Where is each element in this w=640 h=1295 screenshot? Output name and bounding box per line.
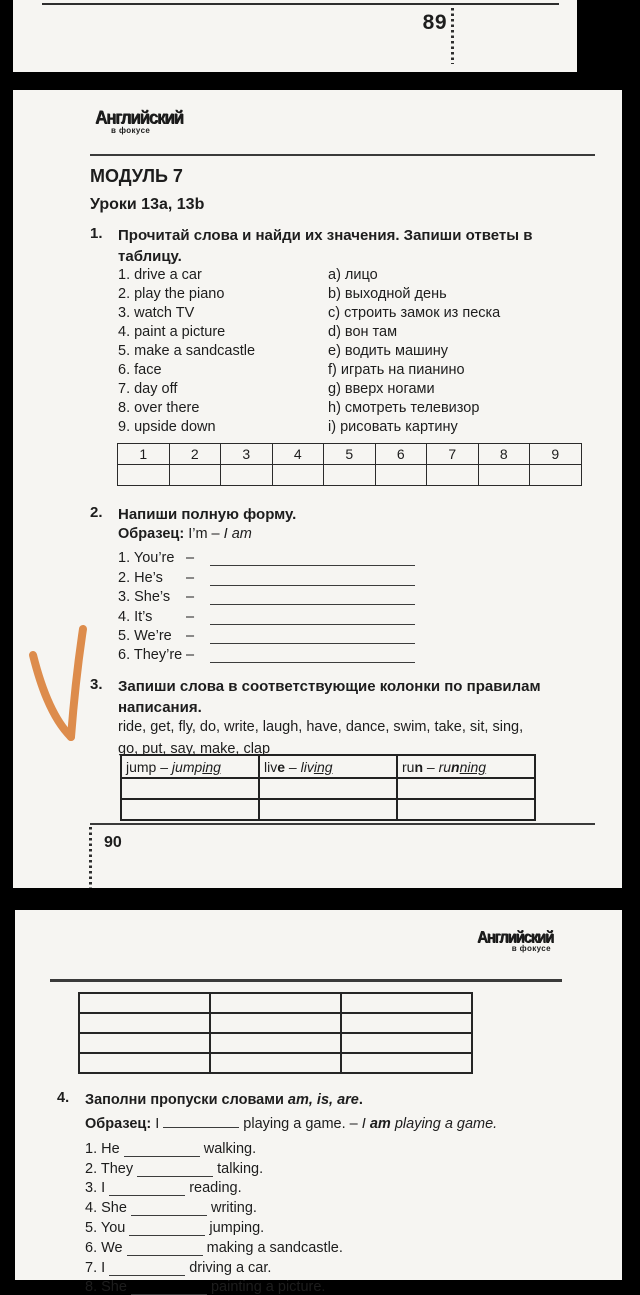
match-row <box>118 285 500 304</box>
continuation-empty-cell <box>341 1033 472 1053</box>
item-lead: 8. She <box>85 1279 131 1295</box>
full-form-row <box>118 644 415 663</box>
continuation-empty-cell <box>341 1013 472 1033</box>
lessons-title: Уроки 13a, 13b <box>90 196 205 213</box>
item-rest: driving a car. <box>185 1259 272 1276</box>
contracted-form: 1. You’re <box>118 550 175 567</box>
sample-answer-bold: am <box>369 1116 391 1132</box>
footer-divider <box>90 823 595 825</box>
spelling-header-cell: run – running <box>397 755 535 778</box>
answer-header-cell: 7 <box>427 444 479 465</box>
exercise-4-title <box>85 1090 585 1111</box>
dash: – <box>186 608 195 625</box>
exercise-2-number: 2. <box>90 504 103 521</box>
sample-label: Образец: <box>118 526 185 542</box>
match-row <box>118 361 500 380</box>
answer-header-cell: 1 <box>118 444 170 465</box>
item-rest: making a sandcastle. <box>202 1239 343 1256</box>
full-form-row <box>118 566 415 585</box>
title-suffix: . <box>358 1092 363 1108</box>
match-row <box>118 323 500 342</box>
fill-in-row <box>85 1157 343 1177</box>
blank-line <box>124 1143 200 1157</box>
logo-text: Английский <box>95 107 183 128</box>
blank-line <box>127 1242 203 1256</box>
logo-text: Английский <box>476 928 553 947</box>
spelling-empty-cell <box>121 799 259 820</box>
answer-empty-cell <box>375 465 427 486</box>
match-right: g) вверх ногами <box>328 381 435 397</box>
answer-empty-cell <box>118 465 170 486</box>
match-right: d) вон там <box>328 324 398 340</box>
exercise-4-sample <box>85 1114 497 1132</box>
match-left: 1. drive a car <box>118 267 202 283</box>
answer-header-cell: 8 <box>478 444 530 465</box>
full-form-list <box>118 547 415 663</box>
answer-empty-cell <box>427 465 479 486</box>
match-right: h) смотреть телевизор <box>328 400 480 416</box>
answer-empty-cell <box>221 465 273 486</box>
answer-header-cell: 3 <box>221 444 273 465</box>
cut-dots-line <box>89 827 92 888</box>
contracted-form: 5. We’re <box>118 627 172 644</box>
item-rest: writing. <box>206 1200 257 1217</box>
fill-in-row <box>85 1177 343 1197</box>
match-right: f) играть на пианино <box>328 362 465 378</box>
exercise-1-title: Прочитай слова и найди их значения. Запиши ответы в таблицу. <box>118 227 533 265</box>
match-right: b) выходной день <box>328 286 447 302</box>
answer-empty-cell <box>169 465 221 486</box>
sample-label: Образец: <box>85 1116 152 1132</box>
blank-line <box>109 1262 185 1276</box>
dash: – <box>186 550 195 567</box>
full-form-row <box>118 605 415 624</box>
match-left: 4. paint a picture <box>118 324 226 340</box>
blank-line <box>131 1202 207 1216</box>
blank-line <box>137 1163 213 1177</box>
fill-in-row <box>85 1276 343 1295</box>
spotlight-logo <box>453 929 553 953</box>
item-lead: 5. You <box>85 1219 130 1236</box>
dash: – <box>186 627 195 644</box>
continuation-empty-cell <box>210 993 341 1013</box>
sample-answer: I <box>361 1116 370 1132</box>
match-right: e) водить машину <box>328 343 449 359</box>
match-left: 5. make a sandcastle <box>118 343 256 359</box>
item-rest: painting a picture. <box>206 1279 326 1295</box>
item-lead: 6. We <box>85 1239 127 1256</box>
continuation-empty-cell <box>79 1033 210 1053</box>
answer-empty-cell <box>272 465 324 486</box>
fill-in-row <box>85 1236 343 1256</box>
workbook-page-90 <box>13 90 622 888</box>
spelling-empty-cell <box>397 778 535 799</box>
answer-header-cell: 9 <box>530 444 582 465</box>
match-row <box>118 399 500 418</box>
continuation-empty-cell <box>79 1013 210 1033</box>
match-right: c) строить замок из песка <box>328 305 501 321</box>
spelling-empty-cell <box>259 799 397 820</box>
spelling-empty-cell <box>121 778 259 799</box>
answer-empty-cell <box>324 465 376 486</box>
blank-line <box>131 1281 207 1295</box>
match-left: 2. play the piano <box>118 286 225 302</box>
word-bank-line: ride, get, fly, do, write, laugh, have, dance, swim, take, sit, sing, <box>118 719 524 735</box>
dash: – <box>186 569 195 586</box>
answer-header-cell: 2 <box>169 444 221 465</box>
dash: – <box>186 647 195 664</box>
spelling-rules-table <box>120 754 536 821</box>
continuation-empty-cell <box>79 1053 210 1073</box>
match-left: 8. over there <box>118 400 200 416</box>
full-form-row <box>118 625 415 644</box>
blank-line <box>210 570 415 586</box>
sample-pre: I <box>155 1116 160 1132</box>
header-divider <box>90 154 595 156</box>
orange-checkmark <box>27 625 91 747</box>
page-number-90: 90 <box>104 834 122 851</box>
title-prefix: Заполни пропуски словами <box>85 1092 288 1108</box>
fill-in-row <box>85 1137 343 1157</box>
blank-line <box>210 589 415 605</box>
match-row <box>118 266 500 285</box>
item-rest: jumping. <box>205 1219 265 1236</box>
answers-table <box>117 443 582 486</box>
answer-header-cell: 5 <box>324 444 376 465</box>
full-form-row <box>118 547 415 566</box>
blank-line <box>210 609 415 625</box>
blank-line <box>109 1182 185 1196</box>
fill-in-row <box>85 1196 343 1216</box>
exercise-4-number: 4. <box>57 1090 70 1106</box>
item-lead: 2. They <box>85 1160 138 1177</box>
continuation-empty-cell <box>210 1033 341 1053</box>
item-lead: 7. I <box>85 1259 110 1276</box>
contracted-form: 2. He’s <box>118 569 163 586</box>
title-words: am, is, are <box>287 1092 359 1108</box>
spotlight-logo <box>95 108 183 135</box>
match-row <box>118 380 500 399</box>
exercise-2-title: Напиши полную форму. <box>118 506 297 523</box>
header-divider <box>50 979 562 982</box>
sample-answer: I am <box>223 526 252 542</box>
workbook-page-next <box>15 910 622 1295</box>
exercise-3-title: Запиши слова в соответствующие колонки по правилам написания. <box>118 678 541 716</box>
match-left: 3. watch TV <box>118 305 195 321</box>
blank-line <box>129 1222 205 1236</box>
answer-empty-cell <box>530 465 582 486</box>
exercise-2-sample <box>118 526 252 542</box>
cut-dots-line <box>451 8 454 64</box>
answer-header-cell: 6 <box>375 444 427 465</box>
continuation-empty-cell <box>79 993 210 1013</box>
fill-in-row <box>85 1256 343 1276</box>
continuation-empty-cell <box>210 1013 341 1033</box>
full-form-row <box>118 586 415 605</box>
matching-list <box>118 266 500 437</box>
spelling-empty-cell <box>259 778 397 799</box>
word-bank-line: go, put, say, make, clap <box>118 740 271 757</box>
item-rest: walking. <box>199 1140 257 1157</box>
contracted-form: 3. She’s <box>118 589 171 606</box>
item-lead: 1. He <box>85 1140 124 1157</box>
match-row <box>118 342 500 361</box>
logo-subtext: в фокусе <box>511 944 551 953</box>
exercise-3-number: 3. <box>90 676 103 693</box>
continuation-empty-cell <box>210 1053 341 1073</box>
match-left: 6. face <box>118 362 162 378</box>
spelling-header-cell: jump – jumping <box>121 755 259 778</box>
dash: – <box>186 589 195 606</box>
fill-in-list <box>85 1137 343 1295</box>
match-left: 9. upside down <box>118 419 216 435</box>
fill-in-row <box>85 1216 343 1236</box>
sample-answer-post: playing a game. <box>390 1116 498 1132</box>
page-edge-line <box>42 3 559 5</box>
match-row <box>118 304 500 323</box>
item-rest: talking. <box>213 1160 264 1177</box>
spelling-header-cell: live – living <box>259 755 397 778</box>
blank-line <box>210 647 415 663</box>
contracted-form: 4. It’s <box>118 608 153 625</box>
previous-page-strip <box>13 0 577 72</box>
item-rest: reading. <box>185 1180 242 1197</box>
item-lead: 4. She <box>85 1200 131 1217</box>
match-row <box>118 418 500 437</box>
item-lead: 3. I <box>85 1180 110 1197</box>
sample-mid: playing a game. – <box>243 1116 358 1132</box>
blank-line <box>210 628 415 644</box>
blank-line <box>163 1114 239 1128</box>
page-number-89: 89 <box>422 11 447 34</box>
continuation-empty-cell <box>341 1053 472 1073</box>
exercise-1-number: 1. <box>90 225 103 242</box>
blank-line <box>210 550 415 566</box>
logo-subtext: в фокусе <box>111 126 151 135</box>
answer-empty-cell <box>478 465 530 486</box>
module-title: МОДУЛЬ 7 <box>90 166 183 186</box>
continuation-empty-cell <box>341 993 472 1013</box>
match-right: i) рисовать картину <box>328 419 458 435</box>
spelling-table-continuation <box>78 992 473 1074</box>
match-right: a) лицо <box>328 267 378 283</box>
contracted-form: 6. They’re <box>118 647 183 664</box>
match-left: 7. day off <box>118 381 178 397</box>
sample-text: I’m – <box>188 526 220 542</box>
answer-header-cell: 4 <box>272 444 324 465</box>
spelling-empty-cell <box>397 799 535 820</box>
